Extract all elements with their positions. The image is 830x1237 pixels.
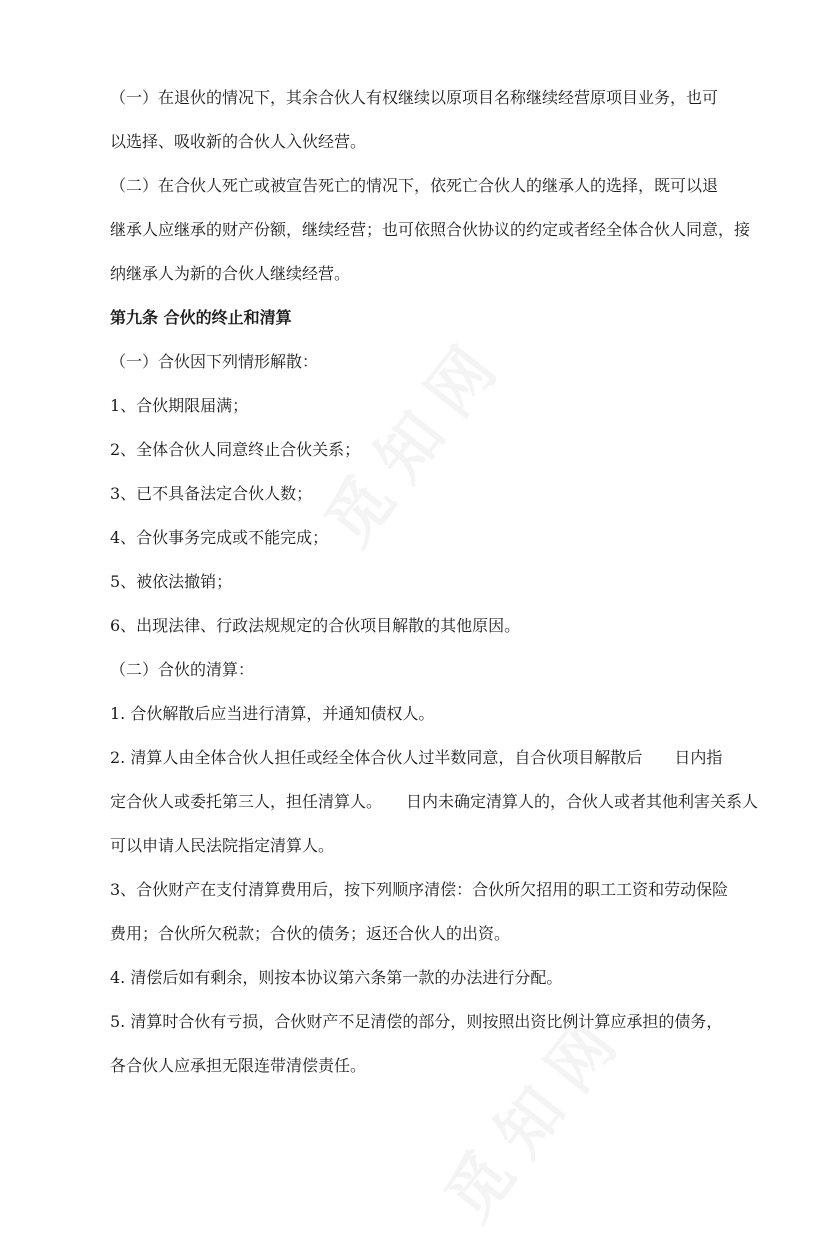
section-heading: 第九条 合伙的终止和清算 bbox=[110, 308, 292, 327]
paragraph-2-line-2: 继承人应继承的财产份额，继续经营；也可依照合伙协议的约定或者经全体合伙人同意，接 bbox=[110, 220, 751, 239]
paragraph-14-line-1: 3、合伙财产在支付清算费用后，按下列顺序清偿：合伙所欠招用的职工工资和劳动保险 bbox=[110, 880, 729, 899]
paragraph-13-line-1: 2. 清算人由全体合伙人担任或经全体合伙人过半数同意，自合伙项目解散后 日内指 bbox=[110, 748, 723, 767]
list-item: 5、被依法撤销； bbox=[110, 572, 233, 591]
paragraph-13-line-2: 定合伙人或委托第三人，担任清算人。 日内未确定清算人的，合伙人或者其他利害关系人 bbox=[110, 792, 759, 811]
list-item: 3、已不具备法定合伙人数； bbox=[110, 484, 313, 503]
list-item: 2、全体合伙人同意终止合伙关系； bbox=[110, 440, 361, 459]
list-item: 4、合伙事务完成或不能完成； bbox=[110, 528, 329, 547]
paragraph-2-line-3: 纳继承人为新的合伙人继续经营。 bbox=[110, 264, 351, 283]
paragraph-13-line-3: 可以申请人民法院指定清算人。 bbox=[110, 836, 335, 855]
paragraph-16-line-2: 各合伙人应承担无限连带清偿责任。 bbox=[110, 1056, 367, 1075]
list-item: 4. 清偿后如有剩余，则按本协议第六条第一款的办法进行分配。 bbox=[110, 968, 563, 987]
paragraph-2-line-1: （二）在合伙人死亡或被宣告死亡的情况下，依死亡合伙人的继承人的选择，既可以退 bbox=[110, 176, 719, 195]
paragraph-1-line-2: 以选择、吸收新的合伙人入伙经营。 bbox=[110, 132, 367, 151]
subsection-dissolution: （一）合伙因下列情形解散： bbox=[110, 352, 319, 371]
list-item: 1、合伙期限届满； bbox=[110, 396, 249, 415]
subsection-liquidation: （二）合伙的清算： bbox=[110, 660, 255, 679]
paragraph-14-line-2: 费用；合伙所欠税款；合伙的债务；返还合伙人的出资。 bbox=[110, 924, 511, 943]
list-item: 1. 合伙解散后应当进行清算，并通知债权人。 bbox=[110, 704, 435, 723]
paragraph-16-line-1: 5. 清算时合伙有亏损，合伙财产不足清偿的部分，则按照出资比例计算应承担的债务， bbox=[110, 1012, 723, 1031]
list-item: 6、出现法律、行政法规规定的合伙项目解散的其他原因。 bbox=[110, 616, 521, 635]
paragraph-1-line-1: （一）在退伙的情况下，其余合伙人有权继续以原项目名称继续经营原项目业务，也可 bbox=[110, 88, 719, 107]
